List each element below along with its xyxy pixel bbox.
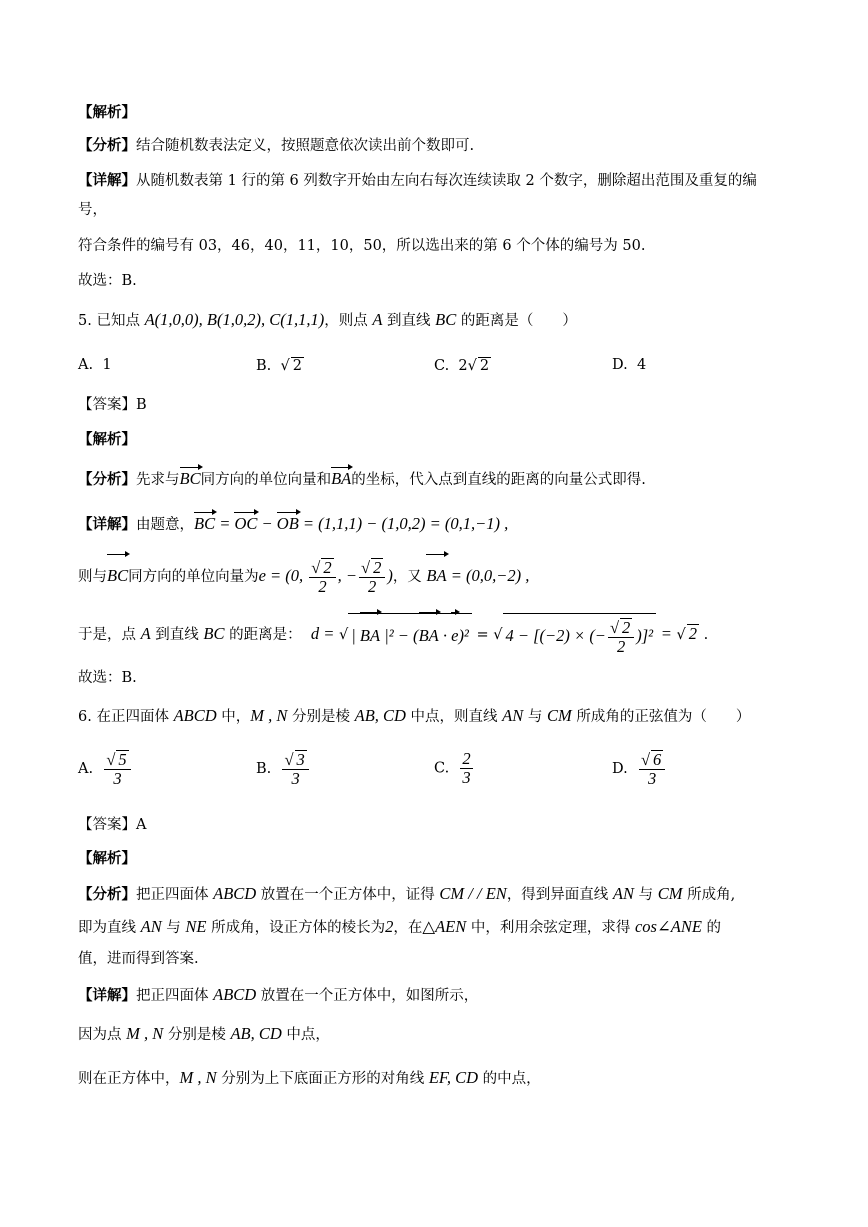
q5-l3-inner: 4 − [(−2) × (− (505, 625, 606, 645)
q6-cm: CM (546, 706, 572, 725)
q6-f1-e: 所成角, (682, 887, 736, 903)
fraction: $\frac{√ 2}{2}$ (309, 558, 335, 596)
sqrt-val: 2 (323, 558, 332, 577)
q5-jiexi: 【解析】 (78, 431, 136, 448)
option-letter: A. (78, 761, 94, 777)
q6-stem (78, 706, 750, 727)
q6-x3-c: 的中点， (478, 1071, 541, 1087)
q6-analysis-3: 值，进而得到答案. (78, 951, 199, 967)
q5-l3-a: 于是，点 (78, 627, 141, 643)
q5-detail-eq: = (1,1,1) − (1,0,2) = (0,1,−1) , (302, 514, 509, 533)
q6-edges: AB, CD (354, 706, 406, 725)
section-heading-jiexi: 【解析】 (78, 104, 136, 121)
q5-option-d (612, 357, 646, 373)
q5-stem-a: ，则点 (324, 313, 373, 329)
q6-f2-c: 所成角，设正方体的棱长为 (206, 920, 386, 936)
q5-l3-b: 到直线 (150, 627, 204, 643)
q6-x1-a: 把正四面体 (136, 988, 214, 1004)
q6-mn: M , N (250, 706, 288, 725)
q6-f1-c: ，得到异面直线 (506, 887, 613, 903)
option-den: 3 (291, 769, 300, 788)
detail-line-3: 符合条件的编号有 03，46，40，11，10，50，所以选出来的第 6 个个体的编号为 50. (78, 238, 646, 254)
q5-l2-c: ，又 (392, 569, 427, 585)
q5-analysis-b: 同方向的单位向量和 (200, 472, 332, 488)
q6-tetra: ABCD (173, 706, 217, 725)
q5-option-c: C. 2√ 2 (434, 358, 490, 374)
q5-answer: 【答案】B (78, 397, 147, 413)
q6-x2-b: 分别是棱 (163, 1027, 231, 1043)
q6-detail-1: 【详解】把正四面体 ABCD 放置在一个正方体中，如图所示， (78, 985, 479, 1004)
q5-l2-a: 则与 (78, 569, 107, 585)
detail-tag: 【详解】 (78, 516, 136, 533)
q6-diagonals: EF, CD (428, 1068, 479, 1087)
q5-stem (78, 310, 577, 331)
analysis-tag: 【分析】 (78, 471, 136, 488)
q5-stem-b: 到直线 (382, 313, 436, 329)
q6-detail-2: 因为点 M , N 分别是棱 AB, CD 中点， (78, 1024, 330, 1043)
q6-f1-d: 与 (634, 887, 658, 903)
q6-stem-c: 分别是棱 (287, 709, 355, 725)
fraction: $\frac{√ 2}{2}$ (359, 558, 385, 596)
q6-f2-b: 与 (161, 920, 186, 936)
q6-x3-a: 则在正方体中， (78, 1071, 180, 1087)
q6-triangle: △AEN (422, 917, 467, 936)
analysis-tag: 【分析】 (78, 886, 136, 903)
q5-line-bc: BC (435, 310, 457, 329)
option-letter: B. (256, 761, 272, 777)
q6-x1-b: 放置在一个正方体中，如图所示， (256, 988, 479, 1004)
q5-analysis-c: 的坐标，代入点到直线的距离的向量公式即得. (351, 472, 646, 488)
q5-option-a (78, 357, 112, 373)
q5-detail-a: 由题意， (136, 517, 194, 533)
analysis-tag: 【分析】 (78, 137, 136, 154)
q6-f2-f: 的 (701, 920, 722, 936)
option-num: 2 (462, 749, 471, 768)
option-value: 2 (479, 358, 490, 374)
detail-line-2: 号， (78, 202, 107, 218)
option-letter: C. (434, 358, 450, 374)
q6-analysis-1: 【分析】把正四面体 ABCD 放置在一个正方体中，证得 CM / / EN，得到异面直线 AN 与 CM 所成角, (78, 884, 736, 903)
option-num: 6 (653, 750, 662, 769)
q5-points: A(1,0,0), B(1,0,2), C(1,1,1) (144, 310, 325, 329)
q5-analysis (78, 469, 646, 490)
q6-stem-f: 所成角的正弦值为（ ） (571, 709, 751, 725)
detail-line-1 (78, 171, 757, 191)
option-num: 5 (118, 750, 127, 769)
q5-stem-c: 的距离是（ ） (456, 313, 577, 329)
analysis-text: 结合随机数表法定义，按照题意依次读出前个数即可. (136, 138, 475, 154)
q5-point-a: A (372, 310, 383, 329)
q6-edge-length: 2 (385, 917, 394, 936)
q6-f1-a: 把正四面体 (136, 887, 214, 903)
q6-f1-b: 放置在一个正方体中，证得 (256, 887, 440, 903)
option-den: 3 (647, 769, 657, 788)
option-den: 3 (113, 769, 122, 788)
q6-ne: NE (185, 917, 207, 936)
q6-stem-a: 6. 在正四面体 (78, 709, 174, 725)
vector-bc: BC (179, 469, 201, 488)
q6-x2-c: 中点， (281, 1027, 330, 1043)
q5-option-b: B. √ 2 (256, 358, 302, 374)
q5-l3-eq: = (660, 624, 672, 643)
q5-result: 2 (688, 624, 697, 643)
q6-answer: 【答案】A (78, 817, 147, 833)
q6-f2-d: ，在 (393, 920, 423, 936)
q5-l2-ba: = (0,0,−2) , (450, 566, 530, 585)
detail-tag: 【详解】 (78, 172, 136, 189)
option-value: 4 (636, 357, 647, 373)
q6-option-c (434, 750, 475, 787)
q6-option-b: B. $\frac{√ 3}{3}$ (256, 750, 311, 788)
q5-number: 5. 已知点 (78, 313, 145, 329)
q5-unit-vector: e = (0, (258, 566, 308, 585)
q6-cos: cos∠ANE (634, 917, 702, 936)
q5-detail-1: 【详解】由题意，BC = OC − OB = (1,1,1) − (1,0,2) = (0,1,−1) , (78, 514, 509, 533)
q5-detail-2: 则与BC同方向的单位向量为e = (0, $\frac{√ 2}{2}$ , − $\frac{√ 2}{2}$ )，又 BA = (0,0,−2) , (78, 558, 530, 596)
q6-f2-a: 即为直线 (78, 920, 141, 936)
q6-x3-b: 分别为上下底面正方形的对角线 (216, 1071, 429, 1087)
q6-x2-a: 因为点 (78, 1027, 127, 1043)
choose-line: 故选：B. (78, 273, 137, 289)
analysis-line (78, 136, 474, 156)
option-value: 1 (102, 357, 112, 373)
q6-jiexi: 【解析】 (78, 850, 136, 867)
q6-stem-b: 中， (216, 709, 251, 725)
q6-detail-3: 则在正方体中，M , N 分别为上下底面正方形的对角线 EF, CD 的中点， (78, 1068, 541, 1087)
option-letter: C. (434, 760, 450, 777)
q5-l2-mid: , − (337, 566, 357, 585)
option-letter: D. (612, 761, 628, 777)
q5-l3-inner2: )]² (636, 625, 654, 645)
q5-detail-3: 于是，点 A 到直线 BC 的距离是： d = √ | BA |² − (BA · e)² = √ 4 − [(−2) × (− $\frac{√ 2}{2}$ )]² = √ 2 . (78, 612, 708, 658)
q5-analysis-a: 先求与 (136, 472, 180, 488)
detail-tag: 【详解】 (78, 987, 136, 1004)
vector-ba: BA (331, 469, 352, 488)
q6-stem-d: 中点，则直线 (405, 709, 503, 725)
detail-text-1: 从随机数表第 1 行的第 6 列数字开始由左向右每次连续读取 2 个数字，删除超出范围及重复的编 (136, 173, 757, 189)
q6-option-a: A. $\frac{√ 5}{3}$ (78, 750, 133, 788)
den-val: 2 (318, 577, 327, 596)
option-letter: A. (78, 357, 94, 373)
option-letter: D. (612, 357, 628, 373)
option-value: 2 (292, 358, 302, 374)
q5-distance-d: d = (310, 624, 335, 643)
q6-option-d: D. $\frac{√ 6}{3}$ (612, 750, 667, 788)
q6-an: AN (502, 706, 524, 725)
option-letter: B. (256, 358, 272, 374)
q6-analysis-2: 即为直线 AN 与 NE 所成角，设正方体的棱长为2，在△AEN 中，利用余弦定理，求得 cos∠ANE 的 (78, 917, 722, 936)
option-coef: 2 (458, 358, 468, 374)
q5-l2-end: ) (387, 566, 393, 585)
q6-stem-e: 与 (523, 709, 547, 725)
q5-choose: 故选：B. (78, 670, 137, 686)
q5-l3-c: 的距离是： (224, 627, 302, 643)
q6-f2-e: 中，利用余弦定理，求得 (466, 920, 635, 936)
q5-l2-b: 同方向的单位向量为 (128, 569, 259, 585)
q6-parallel: CM / / EN (439, 884, 507, 903)
option-den: 3 (462, 768, 471, 787)
option-num: 3 (296, 750, 305, 769)
